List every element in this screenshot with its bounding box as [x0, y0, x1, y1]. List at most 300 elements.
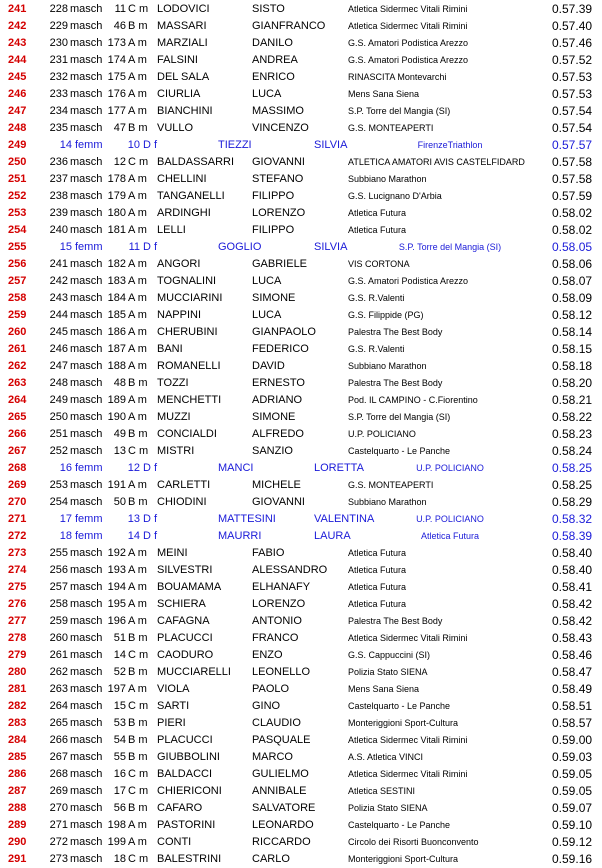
cell-surname: MUCCIARINI: [157, 292, 223, 304]
cell-time: 0.58.25: [552, 478, 593, 492]
cell-surname: TOGNALINI: [157, 275, 217, 287]
cell-bib: 192: [107, 547, 126, 559]
cell-time: 0.57.59: [552, 189, 593, 203]
cell-surname: PLACUCCI: [157, 734, 213, 746]
cell-name: PAOLO: [252, 683, 290, 695]
cell-cat-n: 234: [49, 105, 68, 117]
cell-cat: masch: [70, 360, 103, 372]
cell-team: Atletica Futura: [348, 599, 407, 609]
table-row: [0, 647, 602, 664]
cell-name: LUCA: [252, 275, 282, 287]
cell-time: 0.57.58: [552, 172, 593, 186]
cell-team: G.S. Filippide (PG): [348, 310, 424, 320]
cell-name: FEDERICO: [252, 343, 309, 355]
cell-name: ANNIBALE: [252, 785, 307, 797]
cell-cat-n: 241: [49, 258, 68, 270]
cell-time: 0.59.05: [552, 784, 593, 798]
cell-time: 0.58.22: [552, 410, 593, 424]
cell-team: G.S. R.Valenti: [348, 344, 405, 354]
cell-team: Atletica Futura: [348, 548, 407, 558]
cell-bib: 47: [113, 122, 126, 134]
cell-bib: 181: [107, 224, 126, 236]
cell-cat-n: 266: [49, 734, 68, 746]
cell-surname: LELLI: [157, 224, 186, 236]
cell-cat: masch: [70, 700, 103, 712]
cell-team: Circolo dei Risorti Buonconvento: [348, 837, 479, 847]
cell-cls: A m: [128, 411, 147, 423]
cell-surname: CAFARO: [157, 802, 203, 814]
cell-cat: masch: [70, 343, 103, 355]
cell-cls: A m: [128, 190, 147, 202]
cell-position: 253: [8, 207, 27, 219]
cell-time: 0.58.09: [552, 291, 593, 305]
cell-bib: 178: [107, 173, 126, 185]
cell-cat: masch: [70, 20, 103, 32]
table-row: [0, 851, 602, 868]
cell-surname: PLACUCCI: [157, 632, 213, 644]
table-row: [0, 545, 602, 562]
cell-cat: masch: [70, 207, 103, 219]
cell-position: 269: [8, 479, 27, 491]
table-row: [0, 290, 602, 307]
cell-position: 291: [8, 853, 27, 865]
cell-name: SIMONE: [252, 411, 296, 423]
cell-cat-n: 236: [49, 156, 68, 168]
cell-position: 254: [8, 224, 27, 236]
cell-team: S.P. Torre del Mangia (SI): [398, 242, 502, 252]
cell-cat: femm: [75, 513, 103, 525]
cell-cat-n: 242: [49, 275, 68, 287]
cell-name: DANILO: [252, 37, 293, 49]
cell-time: 0.57.57: [552, 138, 593, 152]
cell-team: Subbiano Marathon: [348, 361, 427, 371]
cell-bib: 14: [113, 649, 126, 661]
cell-surname: ANGORI: [157, 258, 201, 270]
cell-position: 280: [8, 666, 27, 678]
cell-cls: A m: [128, 275, 147, 287]
cell-cat: masch: [70, 88, 103, 100]
cell-cls: B m: [128, 122, 148, 134]
cell-surname: MAURRI: [218, 530, 262, 542]
table-row: [0, 120, 602, 137]
cell-name: CARLO: [252, 853, 290, 865]
cell-surname: TANGANELLI: [157, 190, 225, 202]
table-row: [0, 324, 602, 341]
cell-name: STEFANO: [252, 173, 304, 185]
cell-surname: FALSINI: [157, 54, 198, 66]
cell-team: G.S. Amatori Podistica Arezzo: [348, 55, 469, 65]
cell-time: 0.58.23: [552, 427, 593, 441]
cell-cat-n: 240: [49, 224, 68, 236]
cell-team: Atletica Futura: [348, 565, 407, 575]
cell-bib: 11: [114, 3, 126, 15]
cell-cat-n: 254: [49, 496, 68, 508]
cell-position: 242: [8, 20, 27, 32]
cell-surname: PASTORINI: [157, 819, 216, 831]
cell-cls: A m: [128, 326, 147, 338]
cell-position: 284: [8, 734, 27, 746]
cell-time: 0.58.12: [552, 308, 593, 322]
cell-name: ENZO: [252, 649, 283, 661]
cell-position: 256: [8, 258, 27, 270]
cell-surname: MATTESINI: [218, 513, 276, 525]
cell-cat: masch: [70, 615, 103, 627]
cell-cat: femm: [75, 462, 103, 474]
cell-cat-n: 16: [59, 462, 72, 474]
cell-surname: MARZIALI: [157, 37, 208, 49]
cell-name: ANDREA: [252, 54, 298, 66]
cell-position: 265: [8, 411, 27, 423]
cell-bib: 173: [107, 37, 126, 49]
cell-position: 272: [8, 530, 27, 542]
table-row: [0, 732, 602, 749]
cell-cls: A m: [128, 173, 147, 185]
cell-cat: masch: [70, 309, 103, 321]
cell-cat-n: 235: [49, 122, 68, 134]
cell-position: 249: [8, 139, 27, 151]
cell-bib: 48: [113, 377, 126, 389]
table-row: [0, 800, 602, 817]
cell-cat: masch: [70, 683, 103, 695]
cell-cls: B m: [128, 20, 148, 32]
cell-cls: B m: [128, 734, 148, 746]
cell-cls: D f: [143, 513, 158, 525]
table-row: [0, 596, 602, 613]
cell-position: 274: [8, 564, 27, 576]
cell-cat-n: 271: [49, 819, 68, 831]
cell-bib: 54: [113, 734, 126, 746]
cell-cat: masch: [70, 819, 103, 831]
cell-bib: 13: [127, 513, 140, 525]
cell-surname: BANI: [157, 343, 183, 355]
cell-cat: masch: [70, 717, 103, 729]
cell-cat-n: 246: [49, 343, 68, 355]
cell-position: 259: [8, 309, 27, 321]
table-row: [0, 358, 602, 375]
cell-cat: masch: [70, 632, 103, 644]
cell-team: Polizia Stato SIENA: [348, 803, 428, 813]
cell-bib: 177: [107, 105, 126, 117]
cell-cls: B m: [128, 666, 148, 678]
cell-cls: A m: [128, 394, 147, 406]
cell-cls: A m: [128, 683, 147, 695]
cell-name: LORENZO: [252, 207, 306, 219]
cell-cat-n: 267: [49, 751, 68, 763]
cell-cat-n: 18: [59, 530, 72, 542]
cell-bib: 183: [107, 275, 126, 287]
cell-cls: C m: [128, 768, 149, 780]
table-row: [0, 579, 602, 596]
cell-bib: 182: [107, 258, 126, 270]
cell-name: ERNESTO: [252, 377, 305, 389]
table-row: [0, 681, 602, 698]
cell-cls: A m: [128, 224, 147, 236]
cell-cat: masch: [70, 54, 103, 66]
cell-bib: 174: [107, 54, 126, 66]
cell-surname: MUZZI: [157, 411, 191, 423]
table-row: [0, 86, 602, 103]
cell-time: 0.58.51: [552, 699, 593, 713]
cell-surname: SARTI: [157, 700, 190, 712]
table-row: [0, 103, 602, 120]
cell-cat: masch: [70, 547, 103, 559]
cell-cls: D f: [143, 241, 158, 253]
cell-cat-n: 243: [49, 292, 68, 304]
cell-cat-n: 273: [49, 853, 68, 865]
cell-time: 0.59.12: [552, 835, 593, 849]
cell-cat-n: 270: [49, 802, 68, 814]
cell-bib: 13: [113, 445, 126, 457]
cell-surname: CHIERICONI: [157, 785, 222, 797]
table-row: [0, 443, 602, 460]
cell-surname: CIURLIA: [157, 88, 201, 100]
table-row: [0, 35, 602, 52]
cell-team: Monteriggioni Sport-Cultura: [348, 854, 459, 864]
cell-name: ANTONIO: [252, 615, 302, 627]
cell-cls: A m: [128, 292, 147, 304]
cell-bib: 179: [107, 190, 126, 202]
cell-time: 0.57.53: [552, 87, 593, 101]
cell-time: 0.59.05: [552, 767, 593, 781]
cell-cat: femm: [75, 241, 103, 253]
cell-time: 0.57.53: [552, 70, 593, 84]
cell-team: Mens Sana Siena: [348, 89, 420, 99]
cell-cls: A m: [128, 564, 147, 576]
cell-name: ENRICO: [252, 71, 295, 83]
cell-time: 0.57.54: [552, 121, 593, 135]
cell-bib: 196: [107, 615, 126, 627]
cell-cat: masch: [70, 836, 103, 848]
cell-name: LORENZO: [252, 598, 306, 610]
cell-cls: C m: [128, 785, 149, 797]
cell-cat-n: 233: [49, 88, 68, 100]
cell-surname: MENCHETTI: [157, 394, 222, 406]
cell-name: MICHELE: [252, 479, 301, 491]
table-row: [0, 239, 602, 256]
cell-bib: 53: [113, 717, 126, 729]
cell-bib: 10: [127, 139, 140, 151]
cell-cls: D f: [143, 139, 158, 151]
cell-cat: masch: [70, 768, 103, 780]
cell-bib: 51: [113, 632, 126, 644]
table-row: [0, 392, 602, 409]
table-row: [0, 715, 602, 732]
cell-time: 0.58.49: [552, 682, 593, 696]
cell-time: 0.58.39: [552, 529, 593, 543]
table-row: [0, 460, 602, 477]
cell-cat: masch: [70, 71, 103, 83]
cell-time: 0.58.02: [552, 223, 593, 237]
cell-cat-n: 14: [59, 139, 72, 151]
cell-cls: B m: [128, 751, 148, 763]
cell-name: SISTO: [252, 3, 285, 15]
cell-time: 0.58.29: [552, 495, 593, 509]
table-row: [0, 834, 602, 851]
cell-cat-n: 272: [49, 836, 68, 848]
cell-position: 258: [8, 292, 27, 304]
cell-cat-n: 256: [49, 564, 68, 576]
table-row: [0, 1, 602, 18]
cell-position: 262: [8, 360, 27, 372]
cell-cls: D f: [143, 530, 158, 542]
cell-time: 0.57.52: [552, 53, 593, 67]
cell-cls: B m: [128, 377, 148, 389]
cell-team: Atletica Sidermec Vitali Rimini: [348, 4, 468, 14]
cell-bib: 197: [107, 683, 126, 695]
cell-time: 0.58.14: [552, 325, 593, 339]
cell-time: 0.58.42: [552, 597, 593, 611]
cell-position: 245: [8, 71, 27, 83]
cell-cat: masch: [70, 377, 103, 389]
cell-bib: 194: [107, 581, 126, 593]
cell-cls: C m: [128, 700, 149, 712]
cell-team: FirenzeTriathlon: [417, 140, 483, 150]
cell-cls: A m: [128, 105, 147, 117]
cell-surname: GOGLIO: [218, 241, 262, 253]
cell-team: G.S. R.Valenti: [348, 293, 405, 303]
cell-cls: C m: [128, 445, 149, 457]
cell-surname: CONTI: [157, 836, 192, 848]
cell-team: G.S. Amatori Podistica Arezzo: [348, 38, 469, 48]
cell-name: CLAUDIO: [252, 717, 301, 729]
cell-cls: A m: [128, 258, 147, 270]
table-row: [0, 188, 602, 205]
cell-cls: B m: [128, 496, 148, 508]
cell-time: 0.58.21: [552, 393, 593, 407]
cell-time: 0.57.54: [552, 104, 593, 118]
cell-name: LAURA: [314, 530, 351, 542]
cell-cat: masch: [70, 326, 103, 338]
cell-cat: masch: [70, 190, 103, 202]
cell-name: GIANFRANCO: [252, 20, 326, 32]
cell-position: 266: [8, 428, 27, 440]
cell-cat-n: 252: [49, 445, 68, 457]
cell-cls: C m: [128, 3, 149, 15]
cell-cat-n: 253: [49, 479, 68, 491]
cell-team: Subbiano Marathon: [348, 174, 427, 184]
cell-cat: masch: [70, 445, 103, 457]
cell-cat-n: 269: [49, 785, 68, 797]
cell-time: 0.58.25: [552, 461, 593, 475]
cell-bib: 175: [107, 71, 126, 83]
cell-cat-n: 228: [49, 3, 68, 15]
cell-team: Atletica Futura: [348, 208, 407, 218]
cell-cat: masch: [70, 734, 103, 746]
cell-time: 0.59.16: [552, 852, 593, 866]
cell-surname: SCHIERA: [157, 598, 206, 610]
cell-bib: 12: [113, 156, 126, 168]
cell-cat: masch: [70, 751, 103, 763]
cell-team: U.P. POLICIANO: [416, 463, 484, 473]
cell-cat-n: 232: [49, 71, 68, 83]
cell-position: 273: [8, 547, 27, 559]
cell-surname: NAPPINI: [157, 309, 202, 321]
cell-cat-n: 238: [49, 190, 68, 202]
cell-time: 0.58.18: [552, 359, 593, 373]
cell-cat-n: 249: [49, 394, 68, 406]
cell-name: SALVATORE: [252, 802, 316, 814]
cell-cat: masch: [70, 785, 103, 797]
table-row: [0, 817, 602, 834]
cell-cat: masch: [70, 428, 103, 440]
cell-surname: CAODURO: [157, 649, 214, 661]
table-row: [0, 528, 602, 545]
cell-time: 0.58.05: [552, 240, 593, 254]
cell-bib: 190: [107, 411, 126, 423]
cell-position: 282: [8, 700, 27, 712]
cell-cat-n: 263: [49, 683, 68, 695]
cell-time: 0.57.46: [552, 36, 593, 50]
cell-cls: A m: [128, 479, 147, 491]
cell-surname: CHERUBINI: [157, 326, 218, 338]
cell-team: Castelquarto - Le Panche: [348, 701, 451, 711]
table-row: [0, 630, 602, 647]
cell-team: Mens Sana Siena: [348, 684, 420, 694]
cell-cat: masch: [70, 224, 103, 236]
cell-name: VINCENZO: [252, 122, 309, 134]
cell-cat-n: 237: [49, 173, 68, 185]
cell-bib: 193: [107, 564, 126, 576]
cell-team: S.P. Torre del Mangia (SI): [348, 412, 451, 422]
cell-time: 0.58.43: [552, 631, 593, 645]
cell-bib: 56: [113, 802, 126, 814]
cell-time: 0.58.24: [552, 444, 593, 458]
cell-team: U.P. POLICIANO: [416, 514, 484, 524]
cell-surname: TOZZI: [157, 377, 189, 389]
cell-position: 287: [8, 785, 27, 797]
cell-name: GABRIELE: [252, 258, 308, 270]
cell-bib: 186: [107, 326, 126, 338]
cell-cat-n: 17: [59, 513, 72, 525]
cell-position: 279: [8, 649, 27, 661]
cell-position: 286: [8, 768, 27, 780]
cell-surname: TIEZZI: [218, 139, 252, 151]
cell-time: 0.57.39: [552, 2, 593, 16]
cell-cat-n: 259: [49, 615, 68, 627]
cell-surname: ARDINGHI: [157, 207, 211, 219]
cell-cat: masch: [70, 479, 103, 491]
cell-cat-n: 15: [59, 241, 72, 253]
cell-position: 247: [8, 105, 27, 117]
cell-team: G.S. Cappuccini (SI): [348, 650, 431, 660]
cell-cls: C m: [128, 649, 149, 661]
cell-name: GIOVANNI: [252, 156, 305, 168]
cell-name: ALESSANDRO: [252, 564, 328, 576]
cell-team: Pod. IL CAMPINO - C.Fiorentino: [348, 395, 478, 405]
table-row: [0, 52, 602, 69]
table-row: [0, 222, 602, 239]
cell-surname: DEL SALA: [157, 71, 210, 83]
cell-bib: 191: [107, 479, 126, 491]
cell-cls: C m: [128, 853, 149, 865]
cell-position: 289: [8, 819, 27, 831]
cell-surname: VIOLA: [157, 683, 190, 695]
cell-cat: masch: [70, 105, 103, 117]
cell-time: 0.58.57: [552, 716, 593, 730]
table-row: [0, 613, 602, 630]
cell-bib: 49: [113, 428, 126, 440]
cell-name: SANZIO: [252, 445, 293, 457]
table-row: [0, 766, 602, 783]
cell-position: 257: [8, 275, 27, 287]
table-row: [0, 698, 602, 715]
cell-cls: A m: [128, 207, 147, 219]
table-row: [0, 783, 602, 800]
cell-cls: A m: [128, 37, 147, 49]
cell-cls: A m: [128, 343, 147, 355]
cell-surname: BALESTRINI: [157, 853, 222, 865]
cell-cat-n: 251: [49, 428, 68, 440]
